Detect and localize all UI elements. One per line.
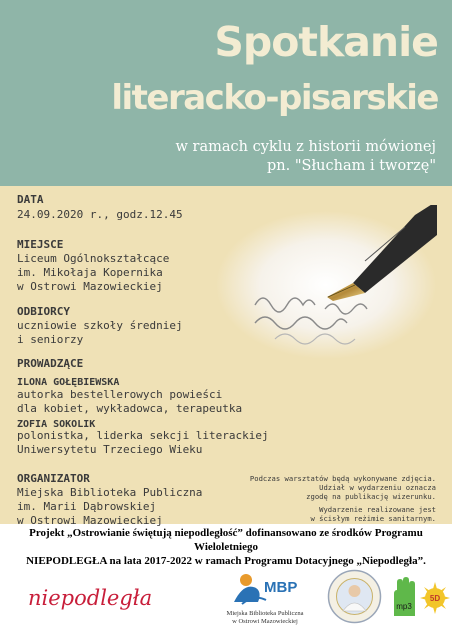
header-panel: [0, 0, 452, 186]
funding-line-2: NIEPODLEGŁA na lata 2017-2022 w ramach Programu Dotacyjnego „Niepodległa”.: [26, 555, 426, 567]
mbp-name: [212, 610, 318, 626]
sanitary-notice-line: w ścisłym reżimie sanitarnym.: [310, 514, 436, 523]
host1-name: ILONA GOŁĘBIEWSKA: [17, 377, 120, 388]
mp3-hand-icon: [388, 576, 418, 620]
subtitle-line-2: pn. "Słucham i tworzę": [267, 158, 436, 174]
mbp-figure-icon: [212, 568, 318, 610]
host2-line: Uniwersytetu Trzeciego Wieku: [17, 443, 203, 456]
organizer-label: ORGANIZATOR: [17, 472, 90, 485]
photo-notice-line: Podczas warsztatów będą wykonywane zdjęcia.: [249, 474, 436, 483]
host1-line: autorka bestellerowych powieści: [17, 388, 223, 401]
sanitary-notice-line: Wydarzenie realizowane jest: [319, 505, 436, 514]
hosts-label: PROWADZĄCE: [17, 357, 84, 370]
audience-label: ODBIORCY: [17, 305, 70, 318]
funding-line-1: Projekt „Ostrowianie świętują niepodległość” dofinansowano ze środków Programu Wieloletniego: [29, 527, 423, 553]
mbp-abbr: MBP: [264, 579, 298, 596]
mbp-logo: [212, 568, 318, 634]
organizer-line: w Ostrowi Mazowieckiej: [17, 514, 163, 527]
organizer-line: Miejska Biblioteka Publiczna: [17, 486, 203, 499]
5d-label: 5D: [429, 594, 441, 603]
mbp-name-line: w Ostrowi Mazowieckiej: [232, 618, 298, 625]
host1-line: dla kobiet, wykładowca, terapeutka: [17, 402, 243, 415]
audience-line: uczniowie szkoły średniej: [17, 319, 183, 332]
niepodlegla-logo: [24, 578, 164, 618]
funding-footer: [0, 526, 452, 568]
fountain-pen-photo: [215, 205, 437, 360]
place-label: MIEJSCE: [17, 238, 64, 251]
mp3-label: mp3: [396, 602, 412, 611]
audience-line: i seniorzy: [17, 333, 84, 346]
date-label: DATA: [17, 193, 44, 206]
photo-notice-line: Udział w wydarzeniu oznacza: [319, 483, 436, 492]
title-line-1: Spotkanie: [214, 18, 438, 66]
date-value: 24.09.2020 r., godz.12.45: [17, 208, 183, 221]
host2-line: polonistka, liderka sekcji literackiej: [17, 429, 269, 442]
subtitle-line-1: w ramach cyklu z historii mówionej: [175, 139, 436, 155]
host2-name: ZOFIA SOKOLIK: [17, 419, 96, 430]
organizer-line: im. Marii Dąbrowskiej: [17, 500, 157, 513]
place-line: Liceum Ogólnokształcące: [17, 252, 170, 265]
place-line: im. Mikołaja Kopernika: [17, 266, 163, 279]
niepodlegla-wordmark-icon: [24, 578, 164, 618]
school-seal-icon: [327, 569, 382, 624]
place-line: w Ostrowi Mazowieckiej: [17, 280, 163, 293]
photo-notice-line: zgodę na publikację wizerunku.: [306, 492, 436, 501]
5d-sun-icon: [420, 578, 450, 618]
niepodlegla-wordmark: niepodległa: [28, 586, 153, 610]
title-line-2: literacko-pisarskie: [111, 78, 438, 118]
mbp-name-line: Miejska Biblioteka Publiczna: [226, 610, 304, 617]
